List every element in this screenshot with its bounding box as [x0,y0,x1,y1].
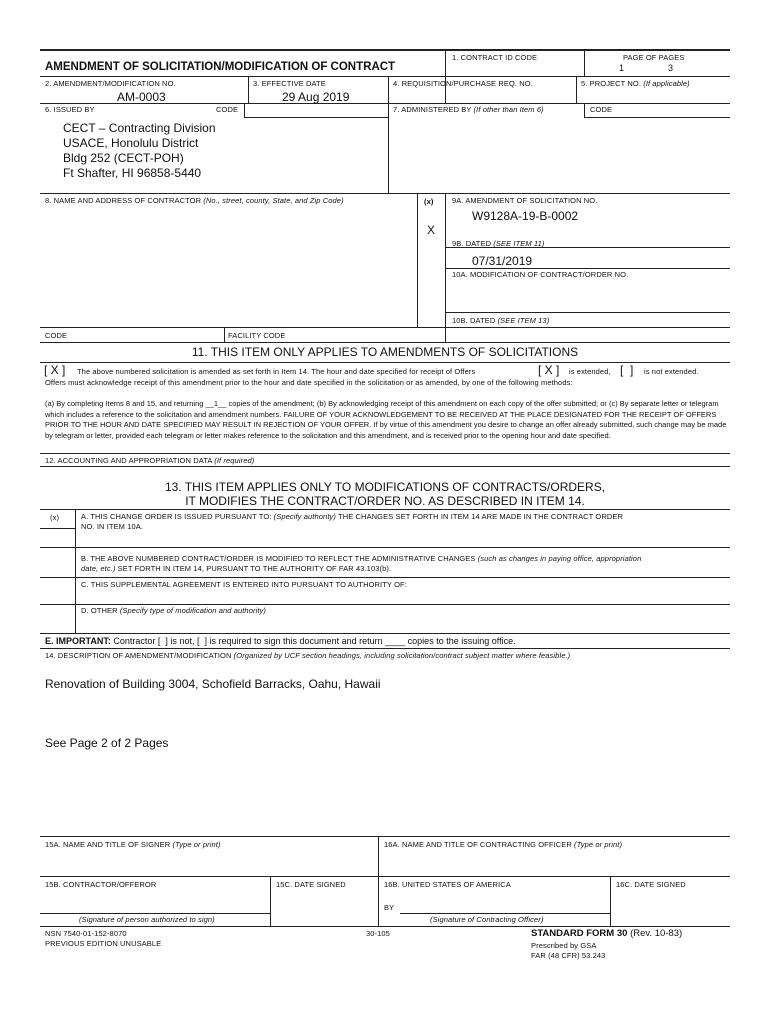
amendment-no-label: 2. AMENDMENT/MODIFICATION NO. [45,79,176,88]
administered-by-label: 7. ADMINISTERED BY (If other than Item 6) [393,105,544,114]
x-column-header: (x) [424,197,434,206]
rule [244,117,388,118]
rule [445,268,730,269]
contractor-code-label: CODE [45,331,68,340]
rule [584,117,730,118]
item-13-heading-1: 13. THIS ITEM APPLIES ONLY TO MODIFICATIONS OF CONTRACTS/ORDERS, [164,480,606,494]
far-reference: FAR (48 CFR) 53.243 [531,951,606,960]
important-line: E. IMPORTANT: Contractor [ ] is not, [ ] is required to sign this document and return ____ copies to the issuing office. [45,636,516,646]
item-13-b-cont: date, etc.) SET FORTH IN ITEM 14, PURSUANT TO THE AUTHORITY OF FAR 43.103(b). [81,564,392,573]
rule [445,312,730,313]
rule [40,76,730,77]
item-13-heading-2: IT MODIFIES THE CONTRACT/ORDER NO. AS DESCRIBED IN ITEM 14. [185,494,585,508]
rule-v [584,49,585,76]
rule [40,49,730,51]
page-of-pages-label: PAGE OF PAGES [623,53,685,62]
date-signed-16c-label: 16C. DATE SIGNED [616,880,686,889]
checkbox-extended[interactable]: [ X ] [538,363,560,377]
item-14-label: 14. DESCRIPTION OF AMENDMENT/MODIFICATION (Organized by UCF section headings, including solicitation/contract subject matter where feasible.) [45,651,571,660]
amendment-no-value[interactable]: AM-0003 [117,90,166,104]
item-13-c: C. THIS SUPPLEMENTAL AGREEMENT IS ENTERED INTO PURSUANT TO AUTHORITY OF: [81,580,407,589]
officer-label: 16A. NAME AND TITLE OF CONTRACTING OFFICER (Type or print) [384,840,623,849]
rule-v [417,193,418,327]
requisition-label: 4. REQUISITION/PURCHASE REQ. NO. [393,79,533,88]
rule [40,633,730,634]
rule [40,577,730,578]
extended-label: is extended, [569,367,611,376]
rule-v [584,103,585,117]
dated-9b-label: 9B. DATED (SEE ITEM 11) [452,239,545,248]
item-14-see-page[interactable]: See Page 2 of 2 Pages [45,736,169,750]
signer-label: 15A. NAME AND TITLE OF SIGNER (Type or print) [45,840,221,849]
dated-9b-value[interactable]: 07/31/2019 [472,254,533,268]
dated-10b-label: 10B. DATED (SEE ITEM 13) [452,316,550,325]
usa-label: 16B. UNITED STATES OF AMERICA [384,880,511,889]
prescribed-by: Prescribed by GSA [531,941,597,950]
contractor-offeror-label: 15B. CONTRACTOR/OFFEROR [45,880,157,889]
item-11-heading: 11. THIS ITEM ONLY APPLIES TO AMENDMENTS OF SOLICITATIONS [191,345,579,359]
signature-person-caption: (Signature of person authorized to sign) [79,915,215,924]
rule-v [248,76,249,103]
facility-code-label: FACILITY CODE [228,331,286,340]
rule [40,509,730,510]
issuer-address-line[interactable]: Ft Shafter, HI 96858-5440 [63,166,202,180]
issuer-address-line[interactable]: Bldg 252 (CECT-POH) [63,151,184,165]
mod-contract-label: 10A. MODIFICATION OF CONTRACT/ORDER NO. [452,270,629,279]
rule-v [378,836,379,926]
item-14-description[interactable]: Renovation of Building 3004, Schofield Barracks, Oahu, Hawaii [45,677,381,691]
by-label: BY [384,903,395,912]
checkbox-is-not[interactable]: [ ] [157,636,168,646]
page-total: 3 [668,63,674,73]
item-11-line-1: The above numbered solicitation is amended as set forth in Item 14. The hour and date specified for receipt of Offers [77,367,476,376]
issuer-address-line[interactable]: CECT – Contracting Division [63,121,216,135]
item-13-x-header: (x) [50,513,60,522]
amendment-x-mark[interactable]: X [427,223,436,237]
contract-id-label: 1. CONTRACT ID CODE [452,53,538,62]
rule-v [224,327,225,342]
effective-date-label: 3. EFFECTIVE DATE [253,79,326,88]
issued-by-label: 6. ISSUED BY [45,105,95,114]
item-13-d: D. OTHER (Specify type of modification and authority) [81,606,266,615]
rule [40,836,730,837]
not-extended-label: is not extended. [644,367,699,376]
rule-v [270,876,271,926]
rule-v [244,103,245,117]
rule [40,466,730,467]
rule-v [610,876,611,926]
amendment-sol-value[interactable]: W9128A-19-B-0002 [472,209,579,223]
nsn-number: NSN 7540-01-152-8070 [45,929,127,938]
rule-v [388,76,389,193]
rule [40,528,75,529]
checkbox-amended[interactable]: [ X ] [44,363,66,377]
form-title: AMENDMENT OF SOLICITATION/MODIFICATION OF CONTRACT [45,61,396,73]
form-code: 30-105 [366,929,390,938]
accounting-label: 12. ACCOUNTING AND APPROPRIATION DATA (If required) [45,456,255,465]
rule [40,876,730,877]
date-signed-15c-label: 15C. DATE SIGNED [276,880,346,889]
item-13-b: B. THE ABOVE NUMBERED CONTRACT/ORDER IS MODIFIED TO REFLECT THE ADMINISTRATIVE CHANGES (such as changes in paying office, appropriation [81,554,642,563]
signature-line-contractor [40,913,270,914]
item-11-instructions: (a) By completing Items 8 and 15, and returning __1__ copies of the amendment; (b) By acknowledging receipt of this amendment on each copy of the offer submitted; or (c) By separate letter or telegram which includes a reference to the solicitation and amendment numbers. FAILURE OF YOUR ACKNOWLEDGEMENT TO BE RECEIVED AT THE PLACE DESIGNATED FOR THE RECEIPT OF OFFERS PRIOR TO THE HOUR AND DATE SPECIFIED MAY RESULT IN REJECTION OF YOUR OFFER. If by virtue of this amendment you desire to change an offer already submitted, such change may be made by telegram or letter, provided each telegram or letter makes reference to the solicitation and this amendment, and is received prior to the opening hour and date specified. [45,399,727,440]
contractor-label: 8. NAME AND ADDRESS OF CONTRACTOR (No., street, county, State, and Zip Code) [45,196,344,205]
item-11-line-2: Offers must acknowledge receipt of this amendment prior to the hour and date specified in the solicitation or as amended, by one of the following methods: [45,378,573,387]
standard-form: STANDARD FORM 30 (Rev. 10-83) [531,928,683,939]
issued-by-code-label: CODE [216,105,239,114]
rule-v [445,193,446,342]
item-13-a: A. THIS CHANGE ORDER IS ISSUED PURSUANT TO: (Specify authority) THE CHANGES SET FORTH IN ITEM 14 ARE MADE IN THE CONTRACT ORDER [81,512,623,521]
rule [40,327,730,328]
rule [40,342,730,343]
rule [40,193,730,194]
previous-edition: PREVIOUS EDITION UNUSABLE [45,939,162,948]
signature-officer-caption: (Signature of Contracting Officer) [430,915,544,924]
administered-by-code-label: CODE [590,105,613,114]
signature-line-officer [400,913,610,914]
issuer-address-line[interactable]: USACE, Honolulu District [63,136,199,150]
rule [40,926,730,927]
project-no-label: 5. PROJECT NO. (If applicable) [581,79,690,88]
rule [40,604,730,605]
rule-v [445,49,446,103]
checkbox-not-extended[interactable]: [ ] [620,363,634,377]
rule [40,648,730,649]
checkbox-is-required[interactable]: [ ] [196,636,207,646]
rule [40,547,730,548]
rule-v [75,509,76,633]
rule [40,453,730,454]
amendment-sol-label: 9A. AMENDMENT OF SOLICITATION NO. [452,196,598,205]
page-number: 1 [619,63,625,73]
rule-v [576,76,577,103]
item-13-a-cont: NO. IN ITEM 10A. [81,522,144,531]
effective-date-value[interactable]: 29 Aug 2019 [282,90,350,104]
